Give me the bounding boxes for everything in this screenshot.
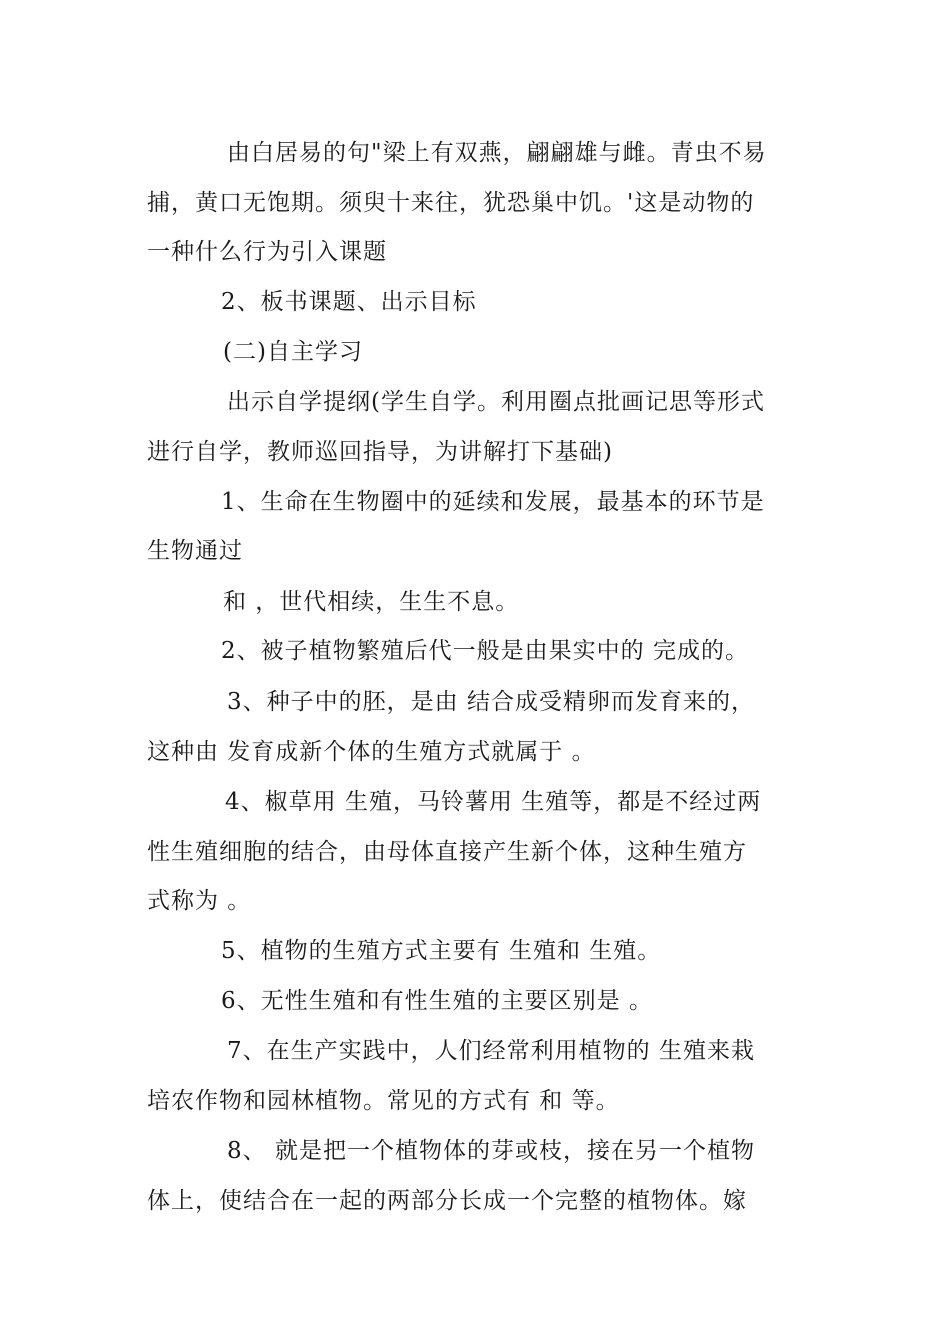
paragraph-line-7: 进行自学，教师巡回指导，为讲解打下基础) [147,439,613,465]
question-1-line-3: 和 ，世代相续，生生不息。 [223,589,520,615]
paragraph-line-3: 一种什么行为引入课题 [147,239,387,265]
section-heading: (二)自主学习 [223,339,363,365]
question-7-line-1: 7、在生产实践中，人们经常利用植物的 生殖来栽 [227,1038,755,1064]
question-3-line-2: 这种由 发育成新个体的生殖方式就属于 。 [147,739,596,765]
question-8-line-2: 体上，使结合在一起的两部分长成一个完整的植物体。嫁 [147,1188,747,1214]
question-1-line-1: 1、生命在生物圈中的延续和发展，最基本的环节是 [221,489,765,515]
question-3-line-1: 3、种子中的胚，是由 结合成受精卵而发育来的， [227,689,755,715]
question-4-line-3: 式称为 。 [147,888,252,914]
paragraph-line-4: 2、板书课题、出示目标 [221,289,477,315]
question-8-line-1: 8、 就是把一个植物体的芽或枝，接在另一个植物 [227,1138,755,1164]
question-4-line-2: 性生殖细胞的结合，由母体直接产生新个体，这种生殖方 [147,839,747,865]
question-5: 5、植物的生殖方式主要有 生殖和 生殖。 [221,938,662,964]
question-2: 2、被子植物繁殖后代一般是由果实中的 完成的。 [221,638,749,664]
question-4-line-1: 4、椒草用 生殖，马铃薯用 生殖等，都是不经过两 [225,789,762,815]
paragraph-line-2: 捕，黄口无饱期。须臾十来往，犹恐巢中饥。'这是动物的 [147,190,755,216]
paragraph-line-1: 由白居易的句"梁上有双燕，翩翩雄与雌。青虫不易 [227,140,767,166]
paragraph-line-6: 出示自学提纲(学生自学。利用圈点批画记思等形式 [227,389,765,415]
question-7-line-2: 培农作物和园林植物。常见的方式有 和 等。 [147,1088,620,1114]
question-6: 6、无性生殖和有性生殖的主要区别是 。 [221,988,653,1014]
question-1-line-2: 生物通过 [147,538,243,564]
